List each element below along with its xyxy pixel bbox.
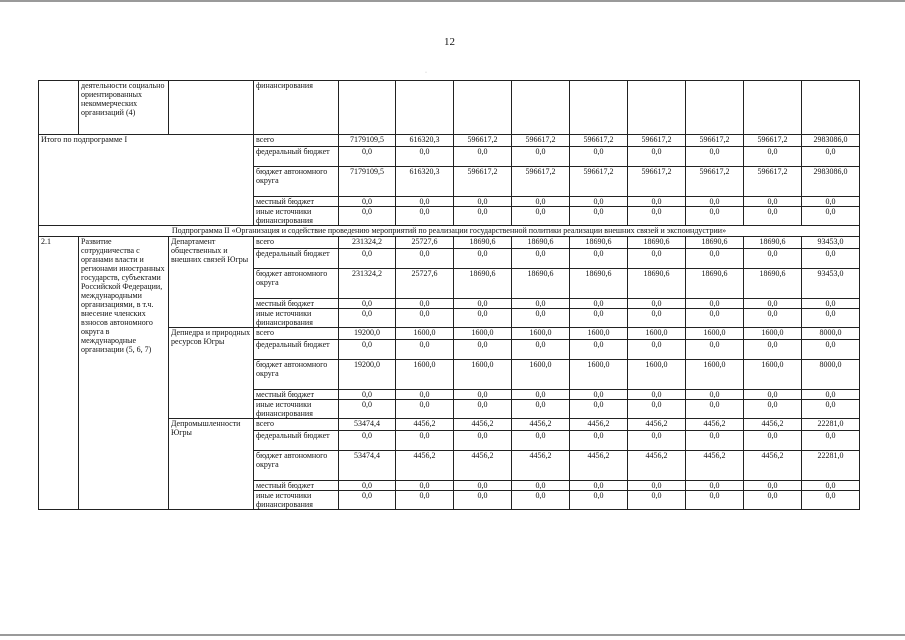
value-cell: 18690,6	[628, 237, 686, 249]
value-cell: 0,0	[744, 491, 802, 510]
value-cell: 0,0	[628, 481, 686, 491]
value-cell: 0,0	[396, 481, 454, 491]
funding-source-cell: бюджет автономного округа	[254, 451, 339, 481]
value-cell: 0,0	[802, 481, 860, 491]
value-cell: 0,0	[512, 431, 570, 451]
value-cell: 25727,6	[396, 237, 454, 249]
funding-source-cell: федеральный бюджет	[254, 431, 339, 451]
value-cell: 0,0	[454, 481, 512, 491]
value-cell: 0,0	[454, 431, 512, 451]
table-row	[39, 226, 860, 237]
value-cell: 0,0	[396, 147, 454, 167]
value-cell: 0,0	[454, 340, 512, 360]
value-cell: 7179109,5	[339, 135, 396, 147]
value-cell: 0,0	[802, 249, 860, 269]
value-cell: 4456,2	[628, 451, 686, 481]
value-cell: 1600,0	[744, 328, 802, 340]
value-cell: 1600,0	[570, 360, 628, 390]
value-cell: 0,0	[628, 207, 686, 226]
value-cell: 0,0	[512, 491, 570, 510]
value-cell: 596617,2	[686, 167, 744, 197]
value-cell: 0,0	[512, 309, 570, 328]
value-cell: 0,0	[686, 390, 744, 400]
value-cell: 0,0	[686, 340, 744, 360]
executor-name: Департамент общественных и внешних связей Югры	[169, 237, 254, 328]
value-cell: 231324,2	[339, 269, 396, 299]
value-cell: 0,0	[744, 400, 802, 419]
value-cell: 0,0	[339, 431, 396, 451]
value-cell: 616320,3	[396, 135, 454, 147]
funding-source-cell: федеральный бюджет	[254, 147, 339, 167]
value-cell: 0,0	[802, 390, 860, 400]
value-cell: 0,0	[339, 207, 396, 226]
value-cell: 0,0	[628, 491, 686, 510]
funding-source-cell: всего	[254, 135, 339, 147]
funding-source-cell: бюджет автономного округа	[254, 360, 339, 390]
table-row	[39, 135, 860, 147]
value-cell: 1600,0	[512, 328, 570, 340]
value-cell: 0,0	[396, 299, 454, 309]
value-cell: 4456,2	[454, 419, 512, 431]
value-cell: 0,0	[570, 340, 628, 360]
value-cell: 18690,6	[570, 269, 628, 299]
funding-source-cell: иные источники финансирования	[254, 491, 339, 510]
value-cell: 1600,0	[396, 328, 454, 340]
item-number: 2.1	[39, 237, 79, 510]
value-cell: 0,0	[339, 400, 396, 419]
value-cell: 0,0	[396, 207, 454, 226]
funding-source-cell: иные источники финансирования	[254, 207, 339, 226]
funding-source-cell: бюджет автономного округа	[254, 269, 339, 299]
funding-source-cell: иные источники финансирования	[254, 400, 339, 419]
funding-source-cell: местный бюджет	[254, 390, 339, 400]
value-cell: 0,0	[454, 147, 512, 167]
value-cell: 0,0	[339, 390, 396, 400]
value-cell: 0,0	[339, 249, 396, 269]
value-cell: 0,0	[396, 197, 454, 207]
value-cell: 4456,2	[686, 419, 744, 431]
value-cell: 4456,2	[744, 419, 802, 431]
value-cell: 18690,6	[744, 237, 802, 249]
funding-source-cell: всего	[254, 237, 339, 249]
value-cell: 18690,6	[686, 269, 744, 299]
value-cell: 0,0	[744, 197, 802, 207]
executor-name: Депромышленности Югры	[169, 419, 254, 510]
value-cell: 596617,2	[628, 135, 686, 147]
value-cell: 0,0	[454, 400, 512, 419]
subprogram-header: Подпрограмма II «Организация и содействие проведению мероприятий по реализации государственной политики реализации внешних связей и экспоиндустрии»	[39, 226, 860, 237]
value-cell: 0,0	[396, 431, 454, 451]
funding-source-cell: местный бюджет	[254, 197, 339, 207]
value-cell: 18690,6	[454, 237, 512, 249]
value-cell: 0,0	[686, 249, 744, 269]
value-cell: 0,0	[686, 299, 744, 309]
value-cell: 0,0	[339, 309, 396, 328]
value-cell: 0,0	[512, 340, 570, 360]
value-cell: 0,0	[570, 481, 628, 491]
value-cell: 4456,2	[512, 451, 570, 481]
value-cell: 0,0	[454, 491, 512, 510]
value-cell: 7179109,5	[339, 167, 396, 197]
value-cell: 0,0	[744, 340, 802, 360]
value-cell: 53474,4	[339, 451, 396, 481]
value-cell: 22281,0	[802, 451, 860, 481]
value-cell: 0,0	[744, 309, 802, 328]
value-cell: 0,0	[628, 431, 686, 451]
value-cell: 0,0	[396, 491, 454, 510]
value-cell: 18690,6	[512, 237, 570, 249]
value-cell: 4456,2	[570, 451, 628, 481]
value-cell: 0,0	[802, 197, 860, 207]
value-cell: 1600,0	[744, 360, 802, 390]
value-cell: 0,0	[454, 390, 512, 400]
value-cell: 0,0	[512, 249, 570, 269]
value-cell: 4456,2	[570, 419, 628, 431]
value-cell: 18690,6	[628, 269, 686, 299]
value-cell: 0,0	[570, 400, 628, 419]
value-cell: 2983086,0	[802, 135, 860, 147]
value-cell: 0,0	[628, 309, 686, 328]
value-cell: 4456,2	[396, 419, 454, 431]
funding-source-cell: всего	[254, 328, 339, 340]
value-cell: 4456,2	[512, 419, 570, 431]
value-cell: 0,0	[686, 481, 744, 491]
value-cell: 0,0	[396, 400, 454, 419]
scan-speck: ·	[425, 70, 427, 76]
value-cell	[396, 81, 454, 135]
value-cell	[339, 81, 396, 135]
value-cell: 0,0	[512, 481, 570, 491]
value-cell: 0,0	[396, 390, 454, 400]
value-cell: 22281,0	[802, 419, 860, 431]
value-cell: 0,0	[512, 207, 570, 226]
table-row	[39, 237, 860, 249]
value-cell: 0,0	[570, 249, 628, 269]
table-row	[39, 81, 860, 135]
value-cell: 0,0	[686, 431, 744, 451]
table-body	[39, 81, 860, 510]
value-cell: 1600,0	[570, 328, 628, 340]
value-cell: 18690,6	[744, 269, 802, 299]
value-cell: 25727,6	[396, 269, 454, 299]
executor-name: Депнедра и природных ресурсов Югры	[169, 328, 254, 419]
value-cell: 1600,0	[512, 360, 570, 390]
value-cell: 0,0	[570, 390, 628, 400]
value-cell: 596617,2	[744, 167, 802, 197]
item-name: Развитие сотрудничества с органами власти и регионами иностранных государств, субъектами Российской Федерации, международными организациями, в т.ч. внесение членских взносов автономного округа в международные организации (5, 6, 7)	[79, 237, 169, 510]
value-cell: 19200,0	[339, 328, 396, 340]
value-cell: 0,0	[339, 340, 396, 360]
value-cell: 4456,2	[454, 451, 512, 481]
value-cell: 4456,2	[744, 451, 802, 481]
value-cell: 0,0	[396, 309, 454, 328]
executor-cell	[169, 81, 254, 135]
value-cell: 0,0	[454, 299, 512, 309]
value-cell: 1600,0	[628, 360, 686, 390]
value-cell: 231324,2	[339, 237, 396, 249]
value-cell: 0,0	[802, 340, 860, 360]
value-cell: 0,0	[744, 390, 802, 400]
value-cell: 0,0	[744, 207, 802, 226]
value-cell: 596617,2	[744, 135, 802, 147]
value-cell: 0,0	[686, 147, 744, 167]
value-cell: 0,0	[686, 491, 744, 510]
value-cell: 0,0	[396, 340, 454, 360]
value-cell: 0,0	[339, 147, 396, 167]
value-cell: 18690,6	[570, 237, 628, 249]
value-cell: 4456,2	[628, 419, 686, 431]
funding-source-cell: бюджет автономного округа	[254, 167, 339, 197]
value-cell: 0,0	[628, 340, 686, 360]
value-cell: 0,0	[802, 207, 860, 226]
value-cell: 2983086,0	[802, 167, 860, 197]
value-cell: 0,0	[802, 299, 860, 309]
value-cell	[454, 81, 512, 135]
value-cell: 0,0	[802, 147, 860, 167]
value-cell: 0,0	[339, 491, 396, 510]
value-cell: 0,0	[339, 299, 396, 309]
value-cell: 0,0	[802, 431, 860, 451]
value-cell	[628, 81, 686, 135]
value-cell: 0,0	[512, 197, 570, 207]
value-cell: 0,0	[628, 400, 686, 419]
value-cell: 596617,2	[454, 167, 512, 197]
value-cell	[802, 81, 860, 135]
page-number: 12	[444, 36, 455, 48]
value-cell: 0,0	[802, 309, 860, 328]
value-cell: 0,0	[339, 481, 396, 491]
value-cell: 1600,0	[454, 360, 512, 390]
value-cell: 0,0	[396, 249, 454, 269]
funding-source-cell: федеральный бюджет	[254, 249, 339, 269]
value-cell: 0,0	[686, 207, 744, 226]
value-cell: 4456,2	[686, 451, 744, 481]
budget-table	[38, 80, 860, 510]
funding-source-cell: иные источники финансирования	[254, 309, 339, 328]
value-cell: 0,0	[628, 299, 686, 309]
value-cell: 1600,0	[628, 328, 686, 340]
value-cell: 0,0	[628, 390, 686, 400]
value-cell: 0,0	[686, 400, 744, 419]
num-cell	[39, 81, 79, 135]
value-cell: 596617,2	[570, 135, 628, 147]
value-cell: 596617,2	[454, 135, 512, 147]
value-cell: 596617,2	[512, 167, 570, 197]
value-cell: 18690,6	[686, 237, 744, 249]
funding-source-cell: всего	[254, 419, 339, 431]
value-cell: 0,0	[570, 207, 628, 226]
value-cell: 0,0	[570, 197, 628, 207]
value-cell: 0,0	[454, 309, 512, 328]
value-cell: 0,0	[512, 147, 570, 167]
funding-source-cell: местный бюджет	[254, 481, 339, 491]
scan-bottom-edge	[0, 634, 905, 636]
value-cell: 4456,2	[396, 451, 454, 481]
value-cell: 0,0	[570, 299, 628, 309]
value-cell: 0,0	[802, 491, 860, 510]
value-cell	[570, 81, 628, 135]
funding-source-cell: федеральный бюджет	[254, 340, 339, 360]
value-cell: 18690,6	[454, 269, 512, 299]
value-cell: 0,0	[570, 491, 628, 510]
value-cell: 19200,0	[339, 360, 396, 390]
value-cell: 0,0	[802, 400, 860, 419]
scan-top-edge	[0, 0, 905, 2]
activity-cell: деятельности социально ориентированных некоммерческих организаций (4)	[79, 81, 169, 135]
funding-source-cell: финансирования	[254, 81, 339, 135]
value-cell: 0,0	[454, 207, 512, 226]
value-cell: 1600,0	[454, 328, 512, 340]
funding-source-cell: местный бюджет	[254, 299, 339, 309]
value-cell: 0,0	[744, 481, 802, 491]
value-cell: 1600,0	[686, 360, 744, 390]
value-cell: 0,0	[570, 147, 628, 167]
value-cell	[512, 81, 570, 135]
value-cell: 0,0	[744, 299, 802, 309]
value-cell: 93453,0	[802, 269, 860, 299]
value-cell: 0,0	[512, 299, 570, 309]
value-cell: 0,0	[628, 147, 686, 167]
subprogram-total-label: Итого по подпрограмме I	[39, 135, 254, 226]
value-cell: 0,0	[454, 197, 512, 207]
value-cell: 0,0	[339, 197, 396, 207]
value-cell: 596617,2	[570, 167, 628, 197]
value-cell: 1600,0	[396, 360, 454, 390]
value-cell: 1600,0	[686, 328, 744, 340]
value-cell: 53474,4	[339, 419, 396, 431]
value-cell: 596617,2	[686, 135, 744, 147]
value-cell: 0,0	[570, 309, 628, 328]
value-cell: 616320,3	[396, 167, 454, 197]
value-cell: 0,0	[570, 431, 628, 451]
value-cell: 8000,0	[802, 328, 860, 340]
value-cell: 0,0	[686, 197, 744, 207]
value-cell: 0,0	[744, 147, 802, 167]
value-cell: 0,0	[686, 309, 744, 328]
value-cell: 0,0	[628, 249, 686, 269]
value-cell: 8000,0	[802, 360, 860, 390]
value-cell: 0,0	[744, 249, 802, 269]
value-cell	[744, 81, 802, 135]
value-cell: 0,0	[454, 249, 512, 269]
value-cell: 18690,6	[512, 269, 570, 299]
value-cell: 0,0	[512, 390, 570, 400]
value-cell: 596617,2	[628, 167, 686, 197]
value-cell: 0,0	[628, 197, 686, 207]
value-cell: 0,0	[512, 400, 570, 419]
value-cell: 93453,0	[802, 237, 860, 249]
value-cell	[686, 81, 744, 135]
value-cell: 596617,2	[512, 135, 570, 147]
value-cell: 0,0	[744, 431, 802, 451]
